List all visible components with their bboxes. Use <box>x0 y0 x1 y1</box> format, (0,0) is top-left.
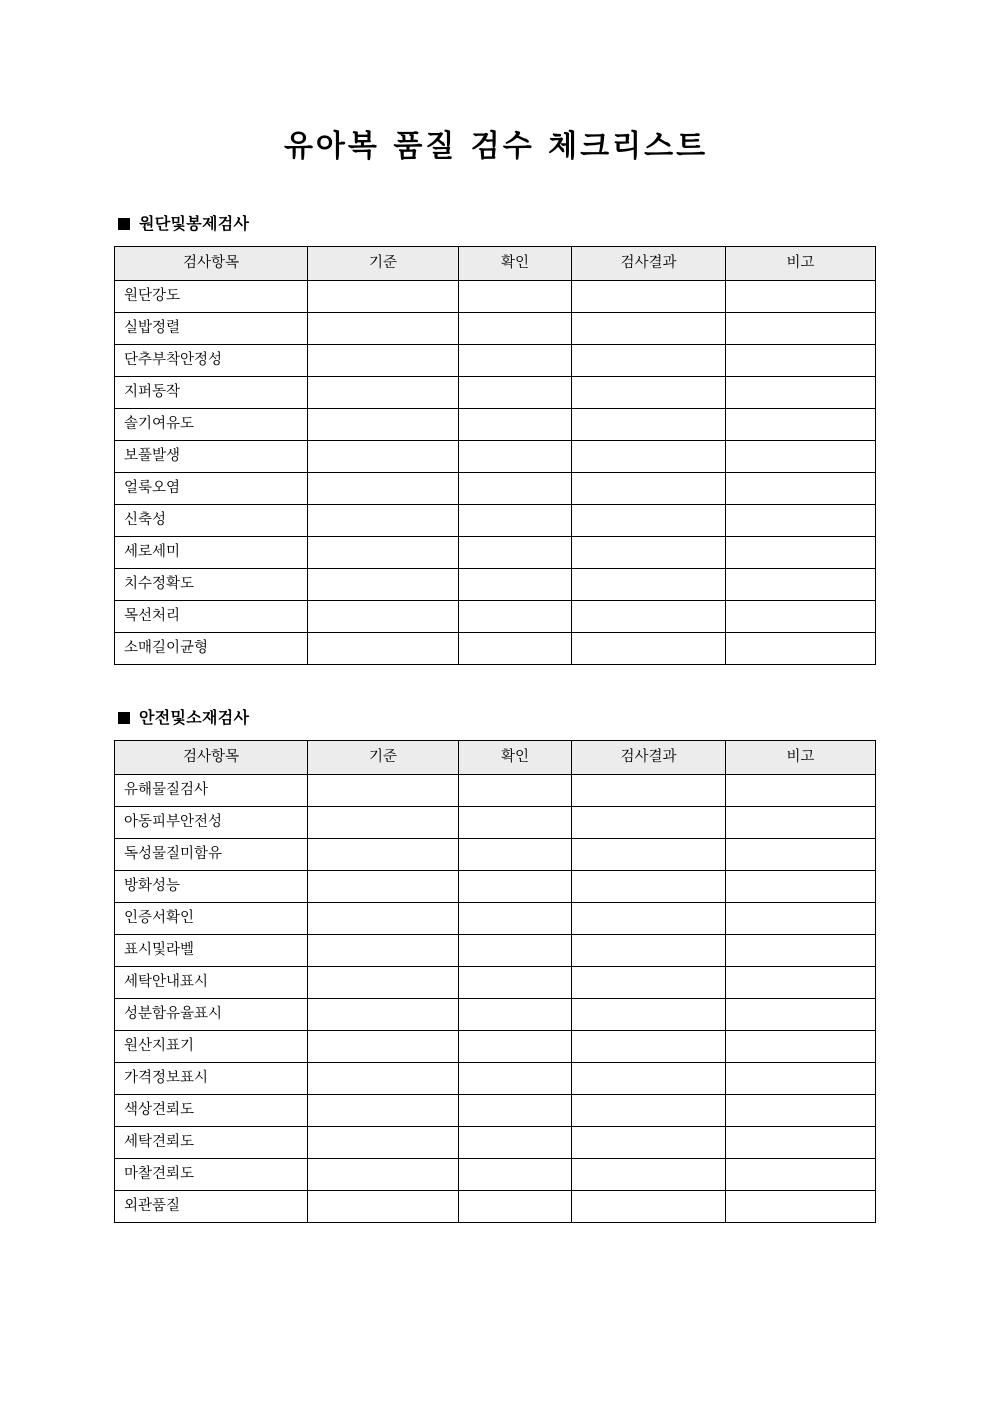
cell-standard[interactable] <box>308 1190 459 1222</box>
cell-note[interactable] <box>726 934 876 966</box>
cell-result[interactable] <box>572 934 726 966</box>
cell-check[interactable] <box>459 966 572 998</box>
filled-square-bullet-icon <box>118 712 130 724</box>
table-row <box>115 1158 876 1190</box>
cell-item: 치수정확도 <box>115 568 308 600</box>
section-heading-label: 안전및소재검사 <box>139 707 250 727</box>
cell-note[interactable] <box>726 280 876 312</box>
cell-note[interactable] <box>726 774 876 806</box>
cell-item: 표시및라벨 <box>115 934 308 966</box>
cell-check[interactable] <box>459 1062 572 1094</box>
table-row <box>115 998 876 1030</box>
cell-standard[interactable] <box>308 1062 459 1094</box>
cell-result[interactable] <box>572 600 726 632</box>
cell-note[interactable] <box>726 536 876 568</box>
column-header-note: 비고 <box>726 740 876 774</box>
cell-check[interactable] <box>459 1094 572 1126</box>
cell-result[interactable] <box>572 632 726 664</box>
section-heading-fabric-sewing <box>118 213 878 233</box>
column-header-item: 검사항목 <box>115 246 308 280</box>
cell-item: 마찰견뢰도 <box>115 1158 308 1190</box>
cell-check[interactable] <box>459 870 572 902</box>
cell-check[interactable] <box>459 838 572 870</box>
table-header-row <box>115 246 876 280</box>
cell-standard[interactable] <box>308 902 459 934</box>
table-header-row <box>115 740 876 774</box>
table-row <box>115 632 876 664</box>
checklist-table-safety-material <box>114 740 876 1223</box>
table-row <box>115 1062 876 1094</box>
cell-note[interactable] <box>726 1030 876 1062</box>
cell-result[interactable] <box>572 1126 726 1158</box>
cell-standard[interactable] <box>308 312 459 344</box>
checklist-body-fabric-sewing <box>115 280 876 664</box>
cell-result[interactable] <box>572 1030 726 1062</box>
checklist-table-fabric-sewing <box>114 246 876 665</box>
cell-check[interactable] <box>459 1158 572 1190</box>
cell-result[interactable] <box>572 536 726 568</box>
cell-check[interactable] <box>459 1126 572 1158</box>
cell-check[interactable] <box>459 280 572 312</box>
cell-result[interactable] <box>572 312 726 344</box>
cell-result[interactable] <box>572 998 726 1030</box>
column-header-note: 비고 <box>726 246 876 280</box>
section-safety-material-inspection <box>114 665 878 1223</box>
cell-item: 원산지표기 <box>115 1030 308 1062</box>
cell-check[interactable] <box>459 806 572 838</box>
cell-check[interactable] <box>459 934 572 966</box>
cell-standard[interactable] <box>308 440 459 472</box>
cell-result[interactable] <box>572 504 726 536</box>
column-header-result: 검사결과 <box>572 740 726 774</box>
cell-item: 가격정보표시 <box>115 1062 308 1094</box>
cell-standard[interactable] <box>308 806 459 838</box>
cell-standard[interactable] <box>308 472 459 504</box>
cell-note[interactable] <box>726 806 876 838</box>
cell-item: 얼룩오염 <box>115 472 308 504</box>
cell-check[interactable] <box>459 998 572 1030</box>
table-row <box>115 280 876 312</box>
cell-note[interactable] <box>726 902 876 934</box>
table-row <box>115 536 876 568</box>
cell-result[interactable] <box>572 376 726 408</box>
column-header-result: 검사결과 <box>572 246 726 280</box>
table-row <box>115 774 876 806</box>
cell-standard[interactable] <box>308 838 459 870</box>
cell-check[interactable] <box>459 632 572 664</box>
column-header-check: 확인 <box>459 246 572 280</box>
cell-check[interactable] <box>459 376 572 408</box>
table-row <box>115 838 876 870</box>
cell-note[interactable] <box>726 870 876 902</box>
cell-item: 아동피부안전성 <box>115 806 308 838</box>
cell-standard[interactable] <box>308 376 459 408</box>
cell-item: 유해물질검사 <box>115 774 308 806</box>
cell-result[interactable] <box>572 408 726 440</box>
cell-standard[interactable] <box>308 774 459 806</box>
cell-check[interactable] <box>459 902 572 934</box>
cell-note[interactable] <box>726 504 876 536</box>
cell-item: 독성물질미함유 <box>115 838 308 870</box>
table-row <box>115 1030 876 1062</box>
cell-result[interactable] <box>572 440 726 472</box>
cell-check[interactable] <box>459 1190 572 1222</box>
cell-result[interactable] <box>572 774 726 806</box>
cell-note[interactable] <box>726 568 876 600</box>
cell-standard[interactable] <box>308 536 459 568</box>
cell-check[interactable] <box>459 774 572 806</box>
table-row <box>115 806 876 838</box>
table-row <box>115 600 876 632</box>
cell-note[interactable] <box>726 312 876 344</box>
cell-item: 목선처리 <box>115 600 308 632</box>
cell-note[interactable] <box>726 1126 876 1158</box>
cell-standard[interactable] <box>308 1126 459 1158</box>
cell-check[interactable] <box>459 536 572 568</box>
cell-check[interactable] <box>459 504 572 536</box>
cell-item: 소매길이균형 <box>115 632 308 664</box>
cell-standard[interactable] <box>308 966 459 998</box>
cell-standard[interactable] <box>308 998 459 1030</box>
cell-standard[interactable] <box>308 1030 459 1062</box>
cell-note[interactable] <box>726 838 876 870</box>
cell-note[interactable] <box>726 1094 876 1126</box>
column-header-check: 확인 <box>459 740 572 774</box>
cell-item: 외관품질 <box>115 1190 308 1222</box>
table-row <box>115 1094 876 1126</box>
cell-standard[interactable] <box>308 344 459 376</box>
cell-result[interactable] <box>572 1158 726 1190</box>
cell-standard[interactable] <box>308 504 459 536</box>
cell-standard[interactable] <box>308 870 459 902</box>
cell-item: 보풀발생 <box>115 440 308 472</box>
cell-result[interactable] <box>572 1094 726 1126</box>
cell-note[interactable] <box>726 600 876 632</box>
cell-item: 성분함유율표시 <box>115 998 308 1030</box>
cell-standard[interactable] <box>308 568 459 600</box>
cell-result[interactable] <box>572 966 726 998</box>
filled-square-bullet-icon <box>118 218 130 230</box>
cell-item: 신축성 <box>115 504 308 536</box>
cell-note[interactable] <box>726 376 876 408</box>
cell-result[interactable] <box>572 870 726 902</box>
table-row <box>115 934 876 966</box>
cell-item: 세로세미 <box>115 536 308 568</box>
column-header-standard: 기준 <box>308 246 459 280</box>
cell-check[interactable] <box>459 600 572 632</box>
cell-note[interactable] <box>726 1190 876 1222</box>
cell-item: 인증서확인 <box>115 902 308 934</box>
table-row <box>115 568 876 600</box>
cell-check[interactable] <box>459 312 572 344</box>
cell-standard[interactable] <box>308 408 459 440</box>
cell-result[interactable] <box>572 902 726 934</box>
section-fabric-sewing-inspection <box>114 166 878 665</box>
table-row <box>115 376 876 408</box>
cell-note[interactable] <box>726 408 876 440</box>
cell-result[interactable] <box>572 1062 726 1094</box>
cell-note[interactable] <box>726 1062 876 1094</box>
cell-note[interactable] <box>726 998 876 1030</box>
table-row <box>115 408 876 440</box>
cell-result[interactable] <box>572 472 726 504</box>
table-row <box>115 870 876 902</box>
column-header-standard: 기준 <box>308 740 459 774</box>
table-row <box>115 1126 876 1158</box>
cell-result[interactable] <box>572 838 726 870</box>
cell-standard[interactable] <box>308 600 459 632</box>
table-row <box>115 966 876 998</box>
cell-result[interactable] <box>572 1190 726 1222</box>
cell-standard[interactable] <box>308 1158 459 1190</box>
cell-check[interactable] <box>459 408 572 440</box>
cell-result[interactable] <box>572 344 726 376</box>
cell-check[interactable] <box>459 344 572 376</box>
cell-check[interactable] <box>459 1030 572 1062</box>
section-heading-safety-material <box>118 707 878 727</box>
table-row <box>115 440 876 472</box>
cell-note[interactable] <box>726 472 876 504</box>
cell-check[interactable] <box>459 568 572 600</box>
cell-note[interactable] <box>726 632 876 664</box>
section-heading-label: 원단및봉제검사 <box>139 213 250 233</box>
cell-item: 세탁안내표시 <box>115 966 308 998</box>
cell-check[interactable] <box>459 472 572 504</box>
cell-standard[interactable] <box>308 1094 459 1126</box>
cell-note[interactable] <box>726 1158 876 1190</box>
table-row <box>115 472 876 504</box>
cell-item: 세탁견뢰도 <box>115 1126 308 1158</box>
cell-item: 원단강도 <box>115 280 308 312</box>
page-title: 유아복 품질 검수 체크리스트 <box>283 129 709 164</box>
cell-result[interactable] <box>572 568 726 600</box>
cell-item: 단추부착안정성 <box>115 344 308 376</box>
cell-result[interactable] <box>572 806 726 838</box>
table-row <box>115 1190 876 1222</box>
cell-result[interactable] <box>572 280 726 312</box>
cell-item: 방화성능 <box>115 870 308 902</box>
cell-note[interactable] <box>726 440 876 472</box>
table-row <box>115 344 876 376</box>
cell-check[interactable] <box>459 440 572 472</box>
cell-standard[interactable] <box>308 632 459 664</box>
cell-item: 솔기여유도 <box>115 408 308 440</box>
cell-note[interactable] <box>726 966 876 998</box>
checklist-body-safety-material <box>115 774 876 1222</box>
cell-item: 색상견뢰도 <box>115 1094 308 1126</box>
cell-item: 지퍼동작 <box>115 376 308 408</box>
table-row <box>115 504 876 536</box>
table-row <box>115 902 876 934</box>
table-row <box>115 312 876 344</box>
cell-note[interactable] <box>726 344 876 376</box>
column-header-item: 검사항목 <box>115 740 308 774</box>
cell-standard[interactable] <box>308 934 459 966</box>
cell-standard[interactable] <box>308 280 459 312</box>
cell-item: 실밥정렬 <box>115 312 308 344</box>
